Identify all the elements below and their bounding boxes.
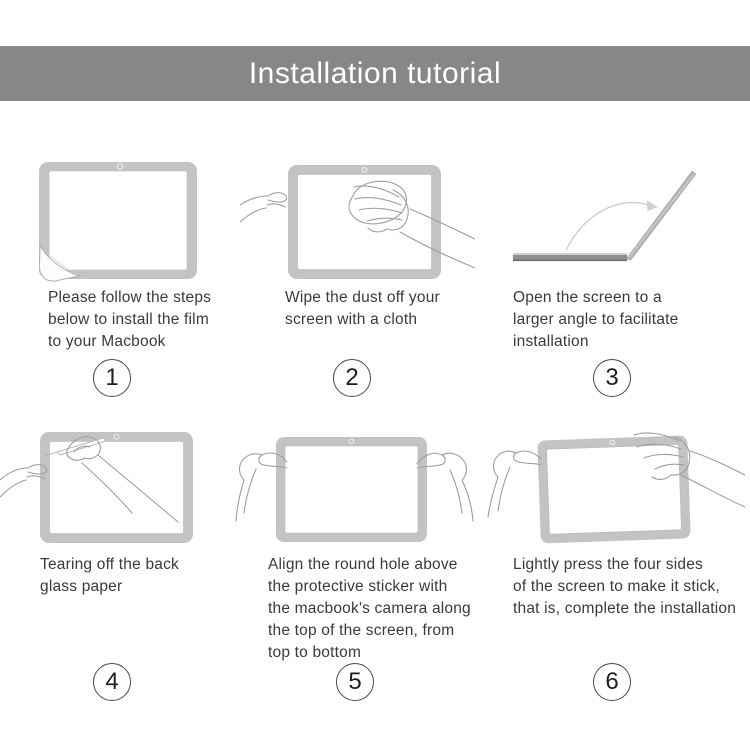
step-3-caption: Open the screen to a larger angle to facilitate installation: [513, 289, 679, 350]
page-title: Installation tutorial: [248, 56, 502, 90]
step-1-illustration: [35, 158, 205, 283]
step-5-caption: Align the round hole above the protective sticker with the macbook's camera along the top of the screen, from top to bottom: [268, 556, 471, 661]
screen-inner: [547, 445, 682, 535]
screen-inner: [285, 446, 418, 533]
step-6-number-badge: 6: [593, 663, 631, 701]
laptop-base: [513, 253, 627, 255]
step-4-illustration: [0, 425, 245, 557]
step-5-number-badge: 5: [336, 663, 374, 701]
left-gripping-hand-icon: [488, 451, 541, 517]
step-4-number-badge: 4: [93, 663, 131, 701]
step-4-caption: Tearing off the back glass paper: [40, 556, 179, 595]
step-1-number-badge: 1: [93, 359, 131, 397]
step-2-caption: Wipe the dust off your screen with a cloth: [285, 289, 440, 328]
step-6-illustration: [483, 425, 745, 555]
header-bar: [0, 46, 750, 101]
holding-hand-icon: [240, 193, 287, 222]
screen-inner: [49, 171, 187, 270]
step-6-caption: Lightly press the four sides of the screen to make it stick, that is, complete the installation: [513, 556, 737, 617]
step-2-illustration: [240, 156, 475, 288]
step-3-number-badge: 3: [593, 359, 631, 397]
step-2-number-badge: 2: [333, 359, 371, 397]
step-5-illustration: [232, 425, 487, 557]
step-3-illustration: [500, 158, 730, 278]
screen-inner: [50, 442, 184, 534]
holding-hand-icon: [0, 465, 47, 497]
step-1-caption: Please follow the steps below to install the film to your Macbook: [48, 289, 212, 350]
